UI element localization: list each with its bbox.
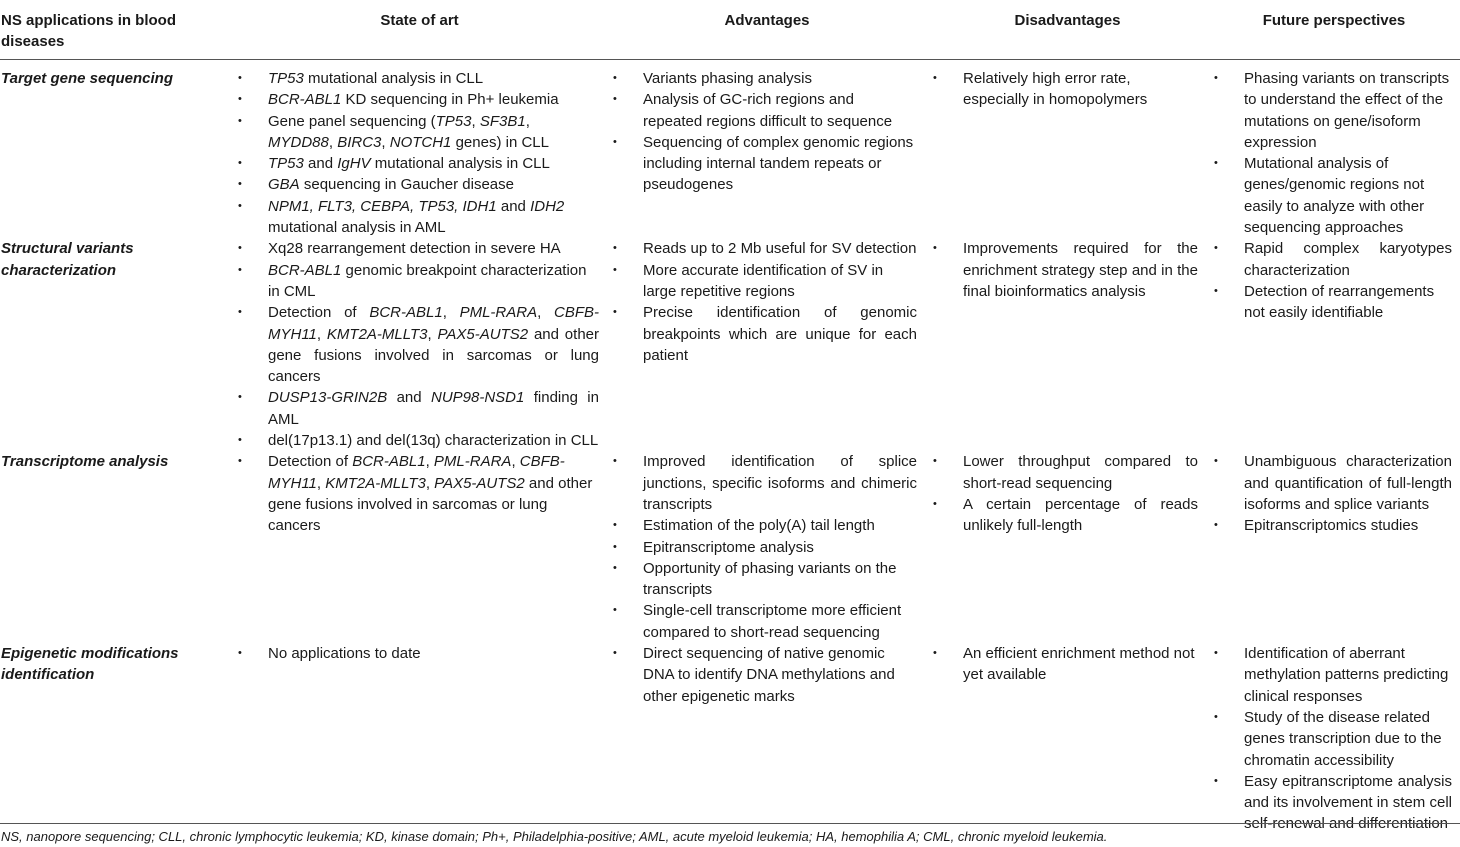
future-perspectives-cell	[1208, 643, 1460, 835]
advantages-list	[607, 643, 927, 707]
disadvantages-cell	[927, 451, 1208, 643]
list-item: • TP53 and IgHV mutational analysis in CLL	[232, 153, 607, 174]
future-perspectives-list	[1208, 451, 1460, 536]
table-footnote: NS, nanopore sequencing; CLL, chronic lymphocytic leukemia; KD, kinase domain; Ph+, Philadelphia-positive; AML, acute myeloid leukemia; HA, hemophilia A; CML, chronic myeloid leukemia.	[1, 829, 1108, 844]
list-item: • Phasing variants on transcripts to understand the effect of the mutations on gene/isoform expression	[1208, 68, 1460, 153]
future-perspectives-cell	[1208, 238, 1460, 451]
advantages-cell	[607, 643, 927, 835]
table-row	[0, 238, 1460, 451]
gene-name: BCR-ABL1	[369, 304, 443, 322]
state-of-art-list	[232, 451, 607, 536]
list-item: • Improved identification of splice junctions, specific isoforms and chimeric transcripts	[607, 451, 927, 515]
gene-name: BCR-ABL1	[352, 453, 426, 471]
gene-name: TP53	[268, 70, 304, 87]
list-item: • Rapid complex karyotypes characterization	[1208, 238, 1460, 281]
table-bottom-rule	[0, 823, 1460, 824]
state-of-art-cell	[232, 643, 607, 835]
list-item: • Estimation of the poly(A) tail length	[607, 515, 927, 536]
future-perspectives-list	[1208, 643, 1460, 835]
table-header	[0, 0, 1460, 60]
disadvantages-list	[927, 68, 1208, 111]
gene-name: IDH2	[530, 197, 565, 215]
state-of-art-cell	[232, 238, 607, 451]
gene-name: NPM1, FLT3, CEBPA, TP53, IDH1	[268, 197, 497, 215]
advantages-cell	[607, 451, 927, 643]
advantages-cell	[607, 60, 927, 239]
disadvantages-list	[927, 238, 1208, 302]
list-item: • A certain percentage of reads unlikely full-length	[927, 494, 1208, 537]
gene-name: BCR-ABL1	[268, 261, 342, 279]
row-label: Target gene sequencing	[1, 70, 173, 87]
list-item: • Study of the disease related genes transcription due to the chromatin accessibility	[1208, 707, 1460, 771]
advantages-cell	[607, 238, 927, 451]
list-item: • Improvements required for the enrichment strategy step and in the final bioinformatics analysis	[927, 238, 1208, 302]
list-item: • Relatively high error rate, especially in homopolymers	[927, 68, 1208, 111]
disadvantages-cell	[927, 60, 1208, 239]
list-item: • No applications to date	[232, 643, 607, 664]
list-item: • GBA sequencing in Gaucher disease	[232, 174, 607, 195]
list-item: • NPM1, FLT3, CEBPA, TP53, IDH1 and IDH2 mutational analysis in AML	[232, 196, 607, 239]
header-applications: NS applications in blood diseases	[0, 0, 232, 60]
gene-name: GBA	[268, 176, 300, 194]
row-label: Transcriptome analysis	[1, 453, 169, 471]
gene-name: NUP98-NSD1	[430, 389, 525, 407]
list-item: • Direct sequencing of native genomic DNA to identify DNA methylations and other epigenetic marks	[607, 643, 927, 707]
gene-name: TP53	[435, 112, 472, 130]
list-item: • Detection of rearrangements not easily identifiable	[1208, 281, 1460, 324]
gene-name: KMT2A-MLLT3	[326, 325, 428, 343]
gene-name: PAX5-AUTS2	[437, 325, 529, 343]
future-perspectives-list	[1208, 238, 1460, 323]
state-of-art-list	[232, 68, 607, 238]
state-of-art-cell	[232, 451, 607, 643]
list-item: • BCR-ABL1 KD sequencing in Ph+ leukemia	[232, 89, 607, 110]
gene-name: CBFB-MYH11	[268, 453, 565, 492]
list-item: • An efficient enrichment method not yet available	[927, 643, 1208, 686]
table-body	[0, 60, 1460, 835]
advantages-list	[607, 238, 927, 366]
list-item: • Single-cell transcriptome more efficient compared to short-read sequencing	[607, 600, 927, 643]
list-item: • Variants phasing analysis	[607, 68, 927, 89]
gene-name: PML-RARA	[433, 453, 512, 471]
future-perspectives-cell	[1208, 451, 1460, 643]
list-item: • Identification of aberrant methylation patterns predicting clinical responses	[1208, 643, 1460, 707]
list-item: • Gene panel sequencing (TP53, SF3B1, MYDD88, BIRC3, NOTCH1 genes) in CLL	[232, 111, 607, 154]
state-of-art-cell	[232, 60, 607, 239]
list-item: • Reads up to 2 Mb useful for SV detection	[607, 238, 927, 259]
gene-name: NOTCH1	[389, 133, 452, 151]
list-item: • Easy epitranscriptome analysis and its involvement in stem cell self-renewal and differentiation	[1208, 771, 1460, 835]
state-of-art-list	[232, 643, 607, 664]
list-item: • Epitranscriptomics studies	[1208, 515, 1460, 536]
table-row	[0, 60, 1460, 239]
header-state-of-art: State of art	[232, 0, 607, 60]
header-disadvantages: Disadvantages	[927, 0, 1208, 60]
list-item: • Detection of BCR-ABL1, PML-RARA, CBFB-MYH11, KMT2A-MLLT3, PAX5-AUTS2 and other gene fusions involved in sarcomas or lung cancers	[232, 302, 607, 387]
list-item: • Precise identification of genomic breakpoints which are unique for each patient	[607, 302, 927, 366]
gene-name: TP53	[268, 155, 304, 173]
gene-name: MYDD88	[268, 133, 329, 151]
list-item: • Detection of BCR-ABL1, PML-RARA, CBFB-MYH11, KMT2A-MLLT3, PAX5-AUTS2 and other gene fusions involved in sarcomas or lung cancers	[232, 451, 607, 536]
disadvantages-list	[927, 643, 1208, 686]
list-item: • Unambiguous characterization and quantification of full-length isoforms and splice variants	[1208, 451, 1460, 515]
list-item: • BCR-ABL1 genomic breakpoint characterization in CML	[232, 260, 607, 303]
state-of-art-list	[232, 238, 607, 451]
table-row	[0, 451, 1460, 643]
list-item: • Xq28 rearrangement detection in severe HA	[232, 238, 607, 259]
list-item: • Opportunity of phasing variants on the transcripts	[607, 558, 927, 601]
gene-name: BCR-ABL1	[268, 91, 342, 109]
future-perspectives-cell	[1208, 60, 1460, 239]
gene-name: KMT2A-MLLT3	[325, 474, 426, 492]
gene-name: CBFB-MYH11	[268, 304, 599, 343]
gene-name: PML-RARA	[459, 304, 538, 322]
gene-name: IgHV	[337, 155, 371, 173]
list-item: • Epitranscriptome analysis	[607, 537, 927, 558]
disadvantages-cell	[927, 643, 1208, 835]
gene-name: SF3B1	[479, 112, 526, 130]
disadvantages-list	[927, 451, 1208, 536]
table-row	[0, 643, 1460, 835]
row-label: Structural variants characterization	[1, 240, 134, 279]
list-item: • Analysis of GC-rich regions and repeated regions difficult to sequence	[607, 89, 927, 132]
list-item: • del(17p13.1) and del(13q) characterization in CLL	[232, 430, 607, 451]
list-item: • DUSP13-GRIN2B and NUP98-NSD1 finding in AML	[232, 387, 607, 430]
list-item: • Sequencing of complex genomic regions including internal tandem repeats or pseudogenes	[607, 132, 927, 196]
list-item: • Mutational analysis of genes/genomic regions not easily to analyze with other sequencing approaches	[1208, 153, 1460, 238]
advantages-list	[607, 451, 927, 643]
row-label: Epigenetic modifications identification	[1, 645, 179, 684]
disadvantages-cell	[927, 238, 1208, 451]
list-item: • TP53 mutational analysis in CLL	[232, 68, 607, 89]
advantages-list	[607, 68, 927, 196]
header-advantages: Advantages	[607, 0, 927, 60]
gene-name: BIRC3	[337, 133, 382, 151]
gene-name: PAX5-AUTS2	[434, 474, 525, 492]
future-perspectives-list	[1208, 68, 1460, 238]
gene-name: DUSP13-GRIN2B	[268, 389, 388, 407]
list-item: • Lower throughput compared to short-read sequencing	[927, 451, 1208, 494]
header-future-perspectives: Future perspectives	[1208, 0, 1460, 60]
list-item: • More accurate identification of SV in large repetitive regions	[607, 260, 927, 303]
